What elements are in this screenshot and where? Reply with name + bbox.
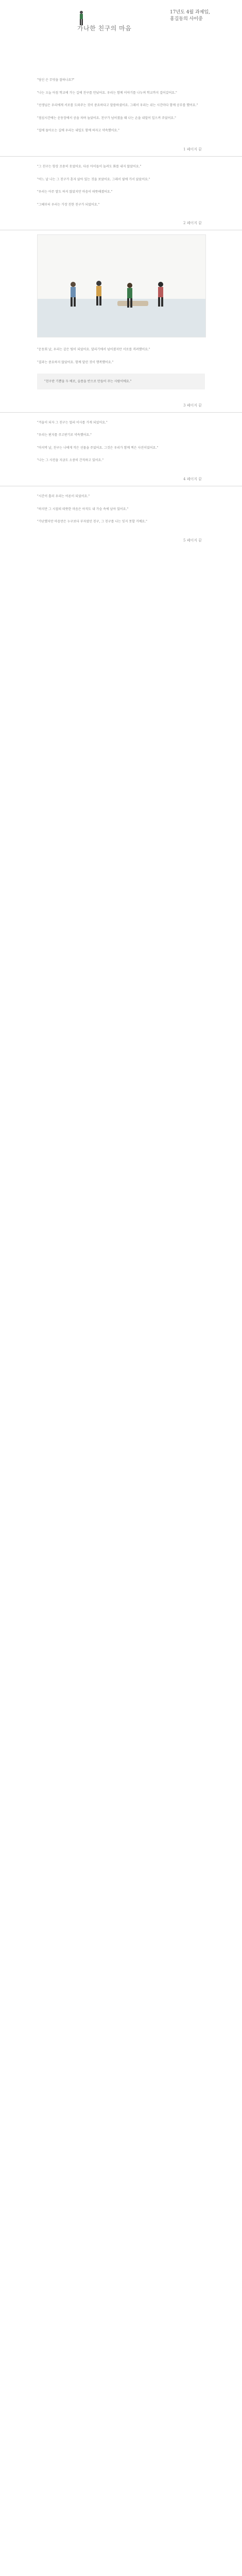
page-marker [0, 397, 242, 412]
page-marker-label: 1 페이지 끝 [183, 147, 202, 151]
paragraph: "점심시간에는 운동장에서 공을 차며 놀았어요. 친구가 넘어졌을 때 나는 손을 내밀어 일으켜 주었어요." [37, 116, 176, 120]
child-2-icon [94, 280, 103, 307]
document-meta [170, 9, 210, 23]
child-3-icon [125, 282, 134, 309]
page-marker [0, 532, 242, 547]
paragraph: "시간이 흘러 우리는 어른이 되었어요." [37, 494, 90, 498]
paragraph: "마지막 날, 친구는 나에게 작은 선물을 주었어요. 그것은 우리가 함께 찍은 사진이었어요." [37, 446, 159, 450]
story-section-3 [0, 347, 242, 366]
quote-box: "친구란 기쁨을 두 배로, 슬픔을 반으로 만들어 주는 사람이에요." [37, 374, 205, 389]
page-title: 가나한 친구의 마음 [77, 25, 132, 32]
paragraph: "결과는 중요하지 않았어요. 함께 달린 것이 행복했어요." [37, 360, 114, 364]
paragraph: "가난했지만 마음만은 누구보다 부자였던 친구, 그 친구를 나는 잊지 못할 거예요." [37, 520, 147, 524]
paragraph: "우리는 편지를 주고받기로 약속했어요." [37, 433, 92, 437]
page-marker-label: 2 페이지 끝 [183, 221, 202, 226]
meta-line-1: 17년도 4월 과제입, [170, 10, 210, 15]
paragraph: "당신 은 무엇을 잘하나요?" [37, 78, 75, 82]
story-section-2 [0, 157, 242, 208]
children-illustration [37, 234, 206, 337]
story-section-1 [0, 77, 242, 134]
story-section-4 [0, 413, 242, 464]
paragraph: "나는 그 사진을 지금도 소중히 간직하고 있어요." [37, 459, 103, 463]
page-marker-label: 4 페이지 끝 [183, 477, 202, 481]
child-4-icon [156, 281, 165, 308]
paragraph: "하지만 그 시절의 따뜻한 마음은 아직도 내 가슴 속에 남아 있어요." [37, 507, 129, 511]
page-marker-label: 5 페이지 끝 [183, 538, 202, 543]
document-page [0, 0, 242, 547]
page-marker [0, 141, 242, 156]
paragraph: "선생님은 우리에게 서로를 도와주는 것이 중요하다고 말씀하셨어요. 그래서 우리는 쉬는 시간마다 함께 공부를 했어요." [37, 104, 198, 108]
paragraph: "어느 날 나는 그 친구가 혼자 앉아 있는 것을 보았어요. 그래서 옆에 가서 앉았어요." [37, 177, 150, 181]
paragraph: "운동회 날, 우리는 같은 팀이 되었어요. 달리기에서 넘어졌지만 서로를 격려했어요." [37, 348, 150, 352]
paragraph: "우리는 아무 말도 하지 않았지만 마음이 따뜻해졌어요." [37, 190, 113, 194]
page-marker-label: 3 페이지 끝 [183, 403, 202, 408]
paragraph: "그때부터 우리는 가장 친한 친구가 되었어요." [37, 202, 100, 207]
paragraph: "집에 돌아오는 길에 우리는 내일도 함께 하자고 약속했어요." [37, 129, 119, 133]
child-1-icon [68, 281, 78, 308]
page-marker [0, 214, 242, 230]
paragraph: "겨울이 되자 그 친구는 멀리 이사를 가게 되었어요." [37, 420, 108, 425]
illustration-wrapper [0, 230, 242, 347]
title-block [0, 0, 242, 77]
paragraph: "나는 오늘 아침 학교에 가는 길에 친구를 만났어요. 우리는 함께 이야기를 나누며 학교까지 걸어갔어요." [37, 91, 177, 95]
paragraph: "그 친구는 항상 조용히 웃었어요. 다른 아이들이 놀려도 화를 내지 않았어요." [37, 164, 142, 168]
story-section-5 [0, 486, 242, 526]
meta-line-2: 홍길동의 사이중 [170, 16, 203, 22]
page-marker [0, 470, 242, 486]
